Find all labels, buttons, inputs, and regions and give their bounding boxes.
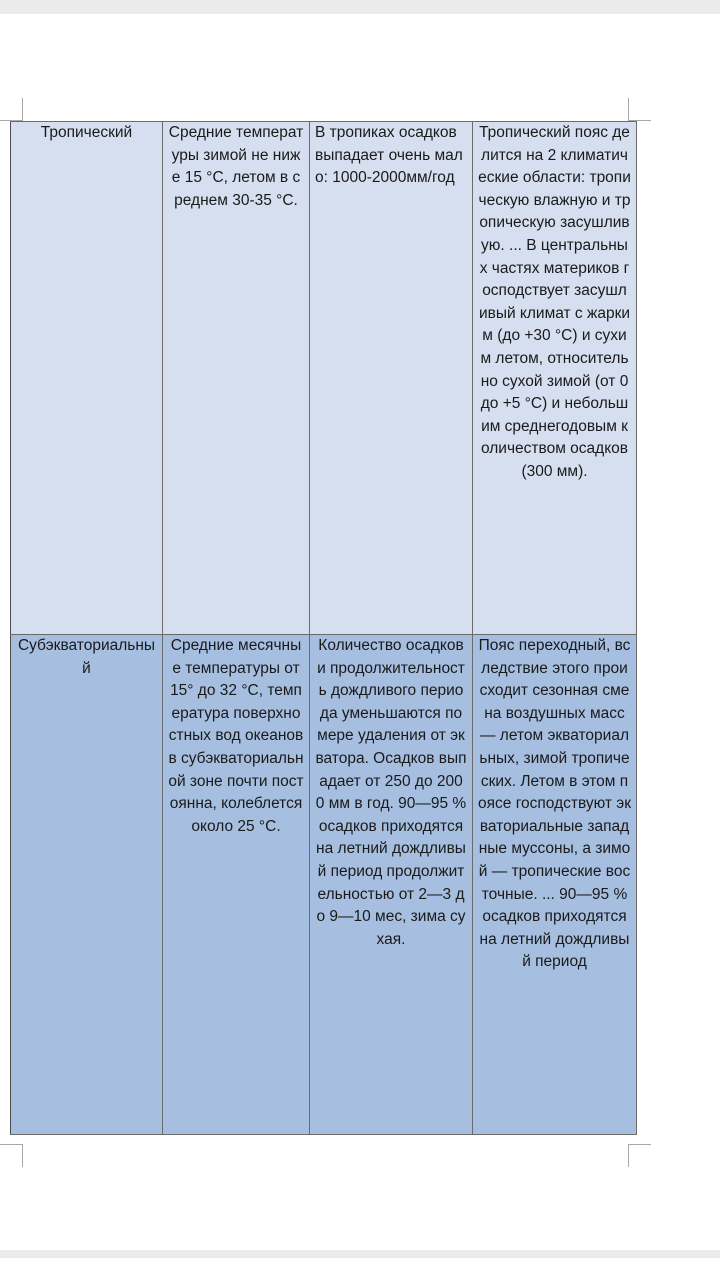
cell-precipitation[interactable]: Количество осадков и продолжительность дождливого периода уменьшаются по мере удаления от экватора. Осадков выпадает от 250 до 2000 мм в год. 90—95 % осадков приходятся на летний дождливый период продолжительностью от 2—3 до 9—10 мес, зима сухая. — [310, 635, 473, 1135]
bottom-scroll-band — [0, 1250, 720, 1258]
climate-zones-table — [10, 121, 637, 1135]
cell-precipitation[interactable]: В тропиках осадков выпадает очень мало: 1000-2000мм/год — [310, 122, 473, 635]
cell-zone-name[interactable]: Тропический — [11, 122, 163, 635]
page-corner-mark-top-right — [628, 98, 651, 121]
page-corner-mark-top-left — [0, 98, 23, 121]
table-row-subequatorial — [11, 635, 637, 1135]
page-corner-mark-bottom-left — [0, 1144, 23, 1167]
cell-description[interactable]: Пояс переходный, вследствие этого происходит сезонная смена воздушных масс — летом экваториальных, зимой тропических. Летом в этом поясе господствуют экваториальные западные муссоны, а зимой — тропические восточные. ... 90—95 % осадков приходятся на летний дождливый период — [473, 635, 637, 1135]
cell-temperature[interactable]: Средние месячные температуры от 15° до 32 °С, температура поверхностных вод океанов в субэкваториальной зоне почти постоянна, колеблется около 25 °С. — [163, 635, 310, 1135]
cell-zone-name[interactable]: Субэкваториальный — [11, 635, 163, 1135]
cell-temperature[interactable]: Средние температуры зимой не ниже 15 °С, летом в среднем 30-35 °С. — [163, 122, 310, 635]
top-scroll-band — [0, 0, 720, 14]
table-row-tropical — [11, 122, 637, 635]
cell-description[interactable]: Тропический пояс делится на 2 климатические области: тропическую влажную и тропическую засушливую. ... В центральных частях материков господствует засушливый климат с жарким (до +30 °С) и сухим летом, относительно сухой зимой (от 0 до +5 °С) и небольшим среднегодовым количеством осадков (300 мм). — [473, 122, 637, 635]
page-corner-mark-bottom-right — [628, 1144, 651, 1167]
